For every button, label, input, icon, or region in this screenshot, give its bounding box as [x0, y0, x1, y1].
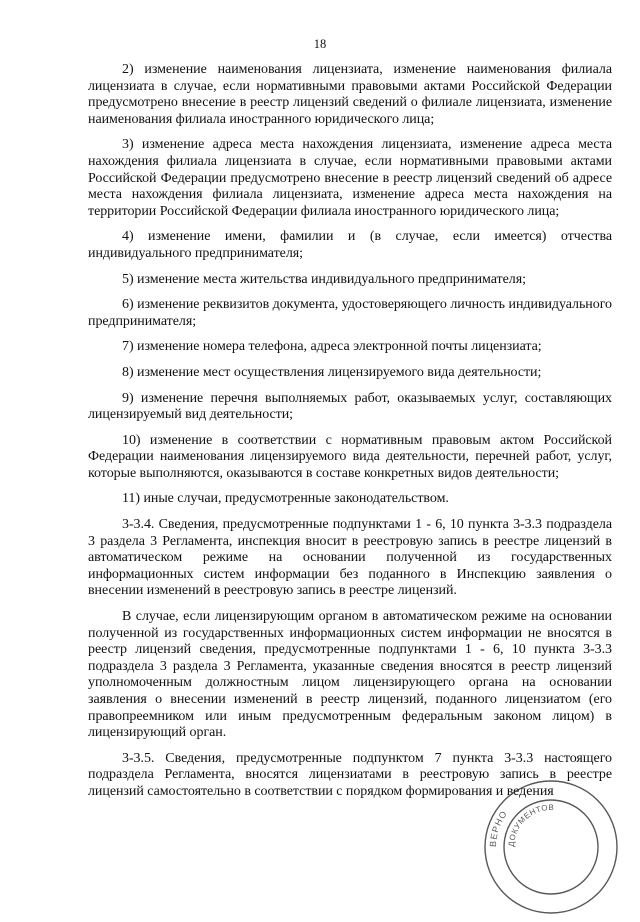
seal-outer-text: ВЕРНО — [487, 808, 510, 848]
paragraph-automatic-mode: В случае, если лицензирующим органом в автоматическом режиме на основании полученной из государственных информационных систем информации не вносятся в реестр лицензий сведения, предусмотренные подпунктами 1 - 6, 10 пункта 3-3.3 подраздела 3 раздела 3 Регламента, указанные сведения вносятся в реестр лицензий уполномоченным должностным лицом лицензирующего органа на основании заявления о внесении изменений в реестр лицензий, поданного лицензиатом (его правопреемником или иным предусмотренным федеральным законом лицом) в лицензирующий орган. — [88, 609, 612, 741]
page-number: 18 — [313, 37, 327, 51]
paragraph-item-10: 10) изменение в соответствии с нормативным правовым актом Российской Федерации наименования лицензируемого вида деятельности, перечней работ, услуг, которые выполняются, оказываются в составе конкретных видов деятельности; — [88, 432, 612, 481]
paragraph-item-8: 8) изменение мест осуществления лицензируемого вида деятельности; — [122, 364, 542, 380]
seal-rings — [485, 781, 617, 913]
paragraph-item-7: 7) изменение номера телефона, адреса электронной почты лицензиата; — [122, 339, 542, 355]
paragraph-item-4: 4) изменение имени, фамилии и (в случае, если имеется) отчества индивидуального предпринимателя; — [88, 229, 612, 261]
paragraph-3-3-5: 3-3.5. Сведения, предусмотренные подпунктом 7 пункта 3-3.3 настоящего подраздела Регламента, вносятся лицензиатами в реестровую запись в реестре лицензий самостоятельно в соответствии с порядком формирования и ведения — [88, 750, 612, 799]
document-body — [88, 62, 612, 810]
official-seal-stamp — [476, 772, 626, 922]
paragraph-item-9: 9) изменение перечня выполняемых работ, оказываемых услуг, составляющих лицензируемый вид деятельности; — [88, 390, 612, 423]
paragraph-item-3: 3) изменение адреса места нахождения лицензиата, изменение адреса места нахождения филиала лицензиата в случае, если нормативными правовыми актами Российской Федерации предусмотрено внесение в реестр лицензий сведений об адресе места нахождения филиала лицензиата, изменение адреса места нахождения на территории Российской Федерации филиала иностранного юридического лица; — [88, 137, 612, 219]
paragraph-item-6: 6) изменение реквизитов документа, удостоверяющего личность индивидуального предпринимателя; — [88, 297, 612, 329]
paragraph-3-3-4: 3-3.4. Сведения, предусмотренные подпунктами 1 - 6, 10 пункта 3-3.3 подраздела 3 раздела 3 Регламента, инспекция вносит в реестровую запись в реестре лицензий в автоматическом режиме на основании полученной из государственных информационных систем информации без поданного в Инспекцию заявления о внесении изменений в реестровую запись в реестре лицензий. — [88, 517, 612, 599]
paragraph-item-11: 11) иные случаи, предусмотренные законодательством. — [122, 491, 449, 507]
seal-inner-text: ДОКУМЕНТОВ — [506, 802, 555, 848]
paragraph-item-5: 5) изменение места жительства индивидуального предпринимателя; — [122, 271, 526, 287]
paragraph-item-2: 2) изменение наименования лицензиата, изменение наименования филиала лицензиата в случае, если нормативными правовыми актами Российской Федерации предусмотрено внесение в реестр лицензий сведений о филиале лицензиата, изменение наименования филиала иностранного юридического лица; — [88, 62, 612, 127]
